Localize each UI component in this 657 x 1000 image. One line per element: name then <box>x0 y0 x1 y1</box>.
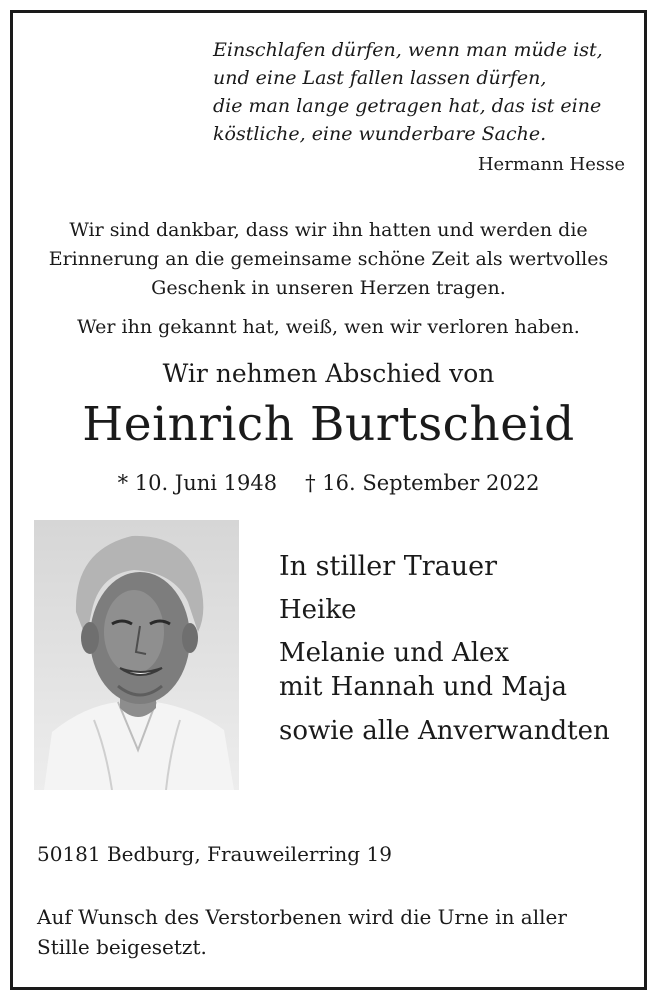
mourners-block <box>279 549 629 748</box>
quote-line: die man lange getragen hat, das ist eine <box>213 95 602 117</box>
mourner-entry: mit Hannah und Maja <box>279 672 567 702</box>
death-date: † 16. September 2022 <box>305 471 540 495</box>
mourner-entry: Heike <box>279 595 357 625</box>
portrait-photo <box>34 520 239 790</box>
life-dates <box>20 468 637 498</box>
family-address: 50181 Bedburg, Frauweilerring 19 <box>37 842 392 866</box>
burial-note-line: Auf Wunsch des Verstorbenen wird die Urne in aller <box>37 905 567 929</box>
gratitude-paragraph <box>20 216 637 303</box>
quote-line: und eine Last fallen lassen dürfen, <box>213 67 547 89</box>
burial-note-line: Stille beigesetzt. <box>37 935 207 959</box>
mourning-heading: In stiller Trauer <box>279 551 498 582</box>
gratitude-line: Wir sind dankbar, dass wir ihn hatten und werden die <box>69 219 588 241</box>
known-line: Wer ihn gekannt hat, weiß, wen wir verloren haben. <box>77 316 580 338</box>
burial-note <box>37 902 617 962</box>
farewell-line: Wir nehmen Abschied von <box>162 359 495 388</box>
mourner-entry: Melanie und Alex <box>279 638 510 668</box>
quote-line: köstliche, eine wunderbare Sache. <box>213 123 547 145</box>
hesse-quote <box>213 36 613 148</box>
quote-author: Hermann Hesse <box>477 154 625 175</box>
birth-date: * 10. Juni 1948 <box>117 471 278 495</box>
deceased-name: Heinrich Burtscheid <box>82 397 575 452</box>
gratitude-line: Geschenk in unseren Herzen tragen. <box>151 277 506 299</box>
gratitude-line: Erinnerung an die gemeinsame schöne Zeit als wertvolles <box>48 248 609 270</box>
quote-line: Einschlafen dürfen, wenn man müde ist, <box>213 39 603 61</box>
mourner-entry: sowie alle Anverwandten <box>279 716 610 746</box>
